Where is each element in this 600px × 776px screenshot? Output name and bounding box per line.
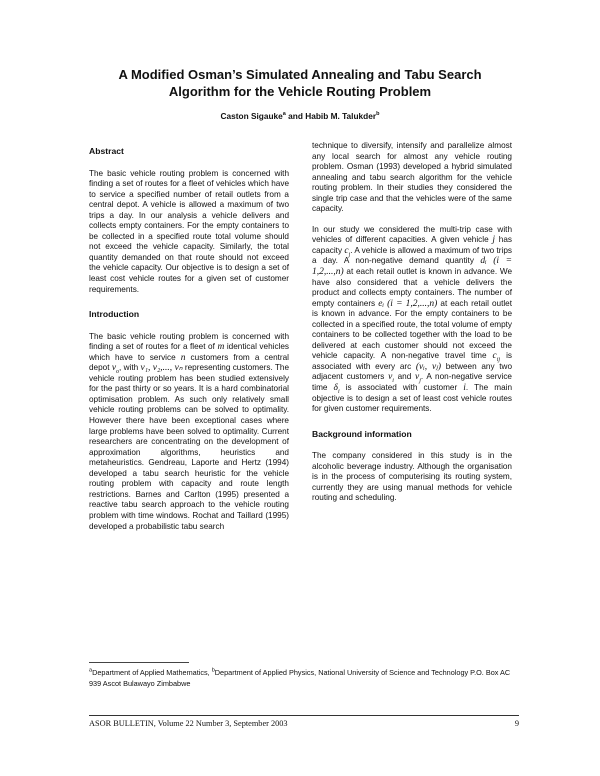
right-paragraph-1: technique to diversify, intensify and parallelize almost any local search for almost any vehicle routing problem. Osman (1993) developed a hybrid simulated annealing and tabu search algorithm for the vehicle routing problem. In their studies they considered the single trip case and that the vehicles were of the same capacity. [312, 141, 512, 214]
footnote-marker-a: a [89, 667, 93, 674]
intro-text-d: , with [119, 363, 139, 373]
math-vj-base: v [414, 372, 420, 383]
author-1-affiliation: a [282, 111, 286, 118]
p2-text-a: In our study we considered the multi-trip case with vehicles of different capacities. A given vehicle [312, 224, 512, 245]
math-cij-sub: ij [496, 357, 501, 364]
intro-text-e: representing customers. The vehicle routing problem has been studied extensively for the past thirty or so years. It is a hard combinatorial optimisation problem. As such only relatively small vehicle routing problems can be solved to optimality. However there have been exceptional cases where large problems have been solved to optimality. Current researchers are concentrating on the development of approximation algorithms, heuristics and metaheuristics. Gendreau, Laporte and Hertz (1994) developed a tabu search heuristic for the vehicle routing problem with capacity and route length restrictions. Barnes and Carlton (1995) presented a reactive tabu search approach to the vehicle routing problem with time windows. Rochat and Taillard (1995) developed a probabilistic tabu search [89, 363, 290, 531]
math-i: i [463, 383, 466, 394]
math-n: n [180, 352, 186, 363]
math-vi-sub: i [392, 378, 394, 385]
p2-text-c: . A vehicle is allowed a maximum of two trips a day. A non-negative demand quantity [312, 245, 512, 266]
math-empty-containers: eᵢ (i = 1,2,...,n) [378, 298, 438, 309]
right-paragraph-2 [312, 225, 512, 415]
math-m: m [217, 342, 225, 353]
p2-text-l: . The main objective is to design a set of least cost vehicle routes for given customer requirements. [312, 383, 513, 414]
intro-text-b: identical vehicles which have to service [89, 342, 290, 362]
footnote-text-b: Department of Applied Physics, National University of Science and Technology P.O. Box AC 939 Ascot Bulawayo Zimbabwe [89, 668, 511, 688]
math-vi-base: v [388, 372, 393, 383]
math-v0 [111, 363, 120, 376]
math-vj-sub: j [419, 378, 421, 385]
right-column [312, 141, 512, 514]
footnote-marker-b: b [211, 667, 215, 674]
page-number: 9 [514, 719, 519, 728]
background-text: The company considered in this study is in the alcoholic beverage industry. Although the organisation is in the process of computerising its routing system, currently they are using manual methods for vehicle routing and scheduling. [312, 451, 512, 503]
math-demand: dᵢ (i = 1,2,...,n) [312, 256, 512, 278]
p2-text-k: is associated with customer [345, 383, 458, 393]
math-delta-i [334, 383, 340, 393]
author-2: Habib M. Talukder [305, 111, 377, 121]
author-1: Caston Sigauke [220, 111, 283, 121]
math-cj-sub: j [348, 251, 351, 258]
author-conjunction: and [285, 111, 306, 121]
p2-text-e: at each retail outlet is known in advance. For the empty containers to be collected in a specified route, the total volume of empty containers to be collected together with the load to be delivered at each customer should not exceed the vehicle capacity. A non-negative travel time [312, 298, 512, 361]
math-customer-set: v₁, v₂,..., vₙ [140, 363, 183, 374]
title-line-2: Algorithm for the Vehicle Routing Problem [168, 84, 432, 99]
math-vi [388, 372, 394, 385]
affiliation-footnote [89, 668, 519, 689]
math-cj-base: c [344, 245, 349, 256]
left-column [89, 141, 289, 542]
title-line-1: A Modified Osman’s Simulated Annealing and Tabu Search [118, 67, 482, 82]
abstract-heading: Abstract [89, 146, 124, 156]
math-arc: (vᵢ, vⱼ) [415, 361, 441, 372]
p2-text-i: . A non-negative service time [312, 372, 512, 393]
introduction-text [89, 332, 289, 532]
math-v0-sub: o [116, 369, 120, 376]
abstract-text: The basic vehicle routing problem is concerned with finding a set of routes for a fleet of vehicles which have to service a specified number of retail outlets from a central depot. A vehicle is allowed a maximum of two trips a day. In our analysis a vehicle delivers and collects empty containers. For the empty containers to be collected in a specified route total volume should not exceed the vehicle capacity. Similarly, the total quantity demanded on that route should not exceed the vehicle capacity. Our objective is to design a set of least cost vehicle routes for a given set of customer requirements. [89, 168, 289, 294]
p2-text-f: is associated with every arc [312, 351, 513, 371]
paper-title [60, 66, 540, 100]
p2-text-h: and [397, 372, 412, 382]
journal-reference: ASOR BULLETIN, Volume 22 Number 3, September 2003 [89, 719, 288, 728]
math-delta-base: δ [333, 383, 338, 394]
page-footer [89, 719, 519, 728]
math-cij [492, 351, 501, 364]
author-2-affiliation: b [376, 111, 380, 118]
footnote-divider [89, 662, 189, 663]
introduction-heading: Introduction [89, 309, 140, 320]
author-line [60, 111, 540, 121]
intro-text-c: customers from a central depot [89, 352, 290, 373]
math-delta-sub: i [337, 388, 340, 395]
footer-divider [89, 715, 519, 716]
p2-text-g: between any two adjacent customers [312, 361, 512, 382]
math-cij-base: c [492, 351, 497, 362]
intro-text-a: The basic vehicle routing problem is concerned with finding a set of routes for a fleet of [89, 331, 289, 352]
footnote-text-a: Department of Applied Mathematics, [92, 668, 212, 677]
background-heading: Background information [312, 428, 412, 439]
math-v0-base: v [111, 363, 117, 374]
p2-text-b: has capacity [312, 235, 512, 255]
p2-text-d: at each retail outlet is known in advance. We have also considered that a vehicle delivers the product and collects empty containers. The number of empty containers [312, 267, 513, 308]
math-j: j [492, 235, 496, 246]
